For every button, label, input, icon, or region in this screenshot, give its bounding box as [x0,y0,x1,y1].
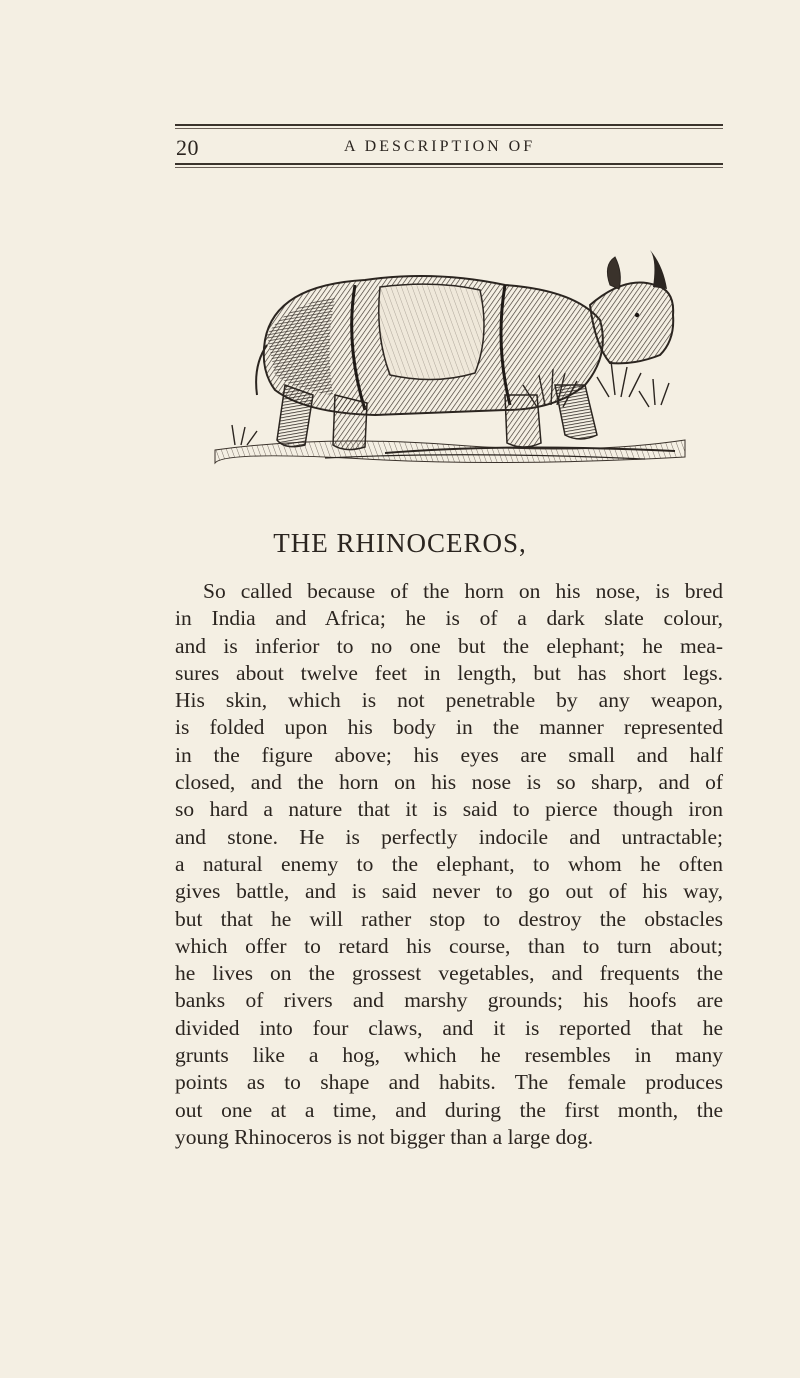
running-head: A DESCRIPTION OF [344,138,536,155]
plate-title: THE RHINOCEROS, [273,528,527,558]
text-line: sures about twelve feet in length, but has short legs. [175,660,723,685]
rhinoceros-engraving [205,245,695,475]
text-line: and is inferior to no one but the elephant; he mea- [175,633,723,658]
text-line: divided into four claws, and it is reported that he [175,1015,723,1040]
text-line: but that he will rather stop to destroy the obstacles [175,906,723,931]
text-line: which offer to retard his course, than to turn about; [175,933,723,958]
text-line: out one at a time, and during the first month, the [175,1097,723,1122]
header-rule [175,163,723,165]
text-line: points as to shape and habits. The female produces [175,1070,723,1095]
text-line: he lives on the grossest vegetables, and frequents the [175,961,723,986]
text-line: closed, and the horn on his nose is so sharp, and of [175,770,723,795]
text-line: young Rhinoceros is not bigger than a large dog. [175,1124,594,1149]
page-number: 20 [176,135,199,160]
header-rule [175,167,723,168]
body-paragraph [175,578,723,1151]
text-line: So called because of the horn on his nose, is bred [203,579,723,603]
text-line: a natural enemy to the elephant, to whom he often [175,851,723,876]
text-line: in the figure above; his eyes are small and half [175,742,723,767]
text-line: in India and Africa; he is of a dark slate colour, [175,606,723,631]
text-line: so hard a nature that it is said to pierce though iron [175,797,723,822]
header-rule [175,128,723,129]
header-rule [175,124,723,126]
text-line: His skin, which is not penetrable by any weapon, [175,688,723,713]
text-line: gives battle, and is said never to go out of his way, [175,879,723,904]
text-line: grunts like a hog, which he resembles in many [175,1043,723,1068]
text-line: and stone. He is perfectly indocile and untractable; [175,824,723,849]
text-line: banks of rivers and marshy grounds; his hoofs are [175,988,723,1013]
text-line: is folded upon his body in the manner represented [175,715,723,740]
